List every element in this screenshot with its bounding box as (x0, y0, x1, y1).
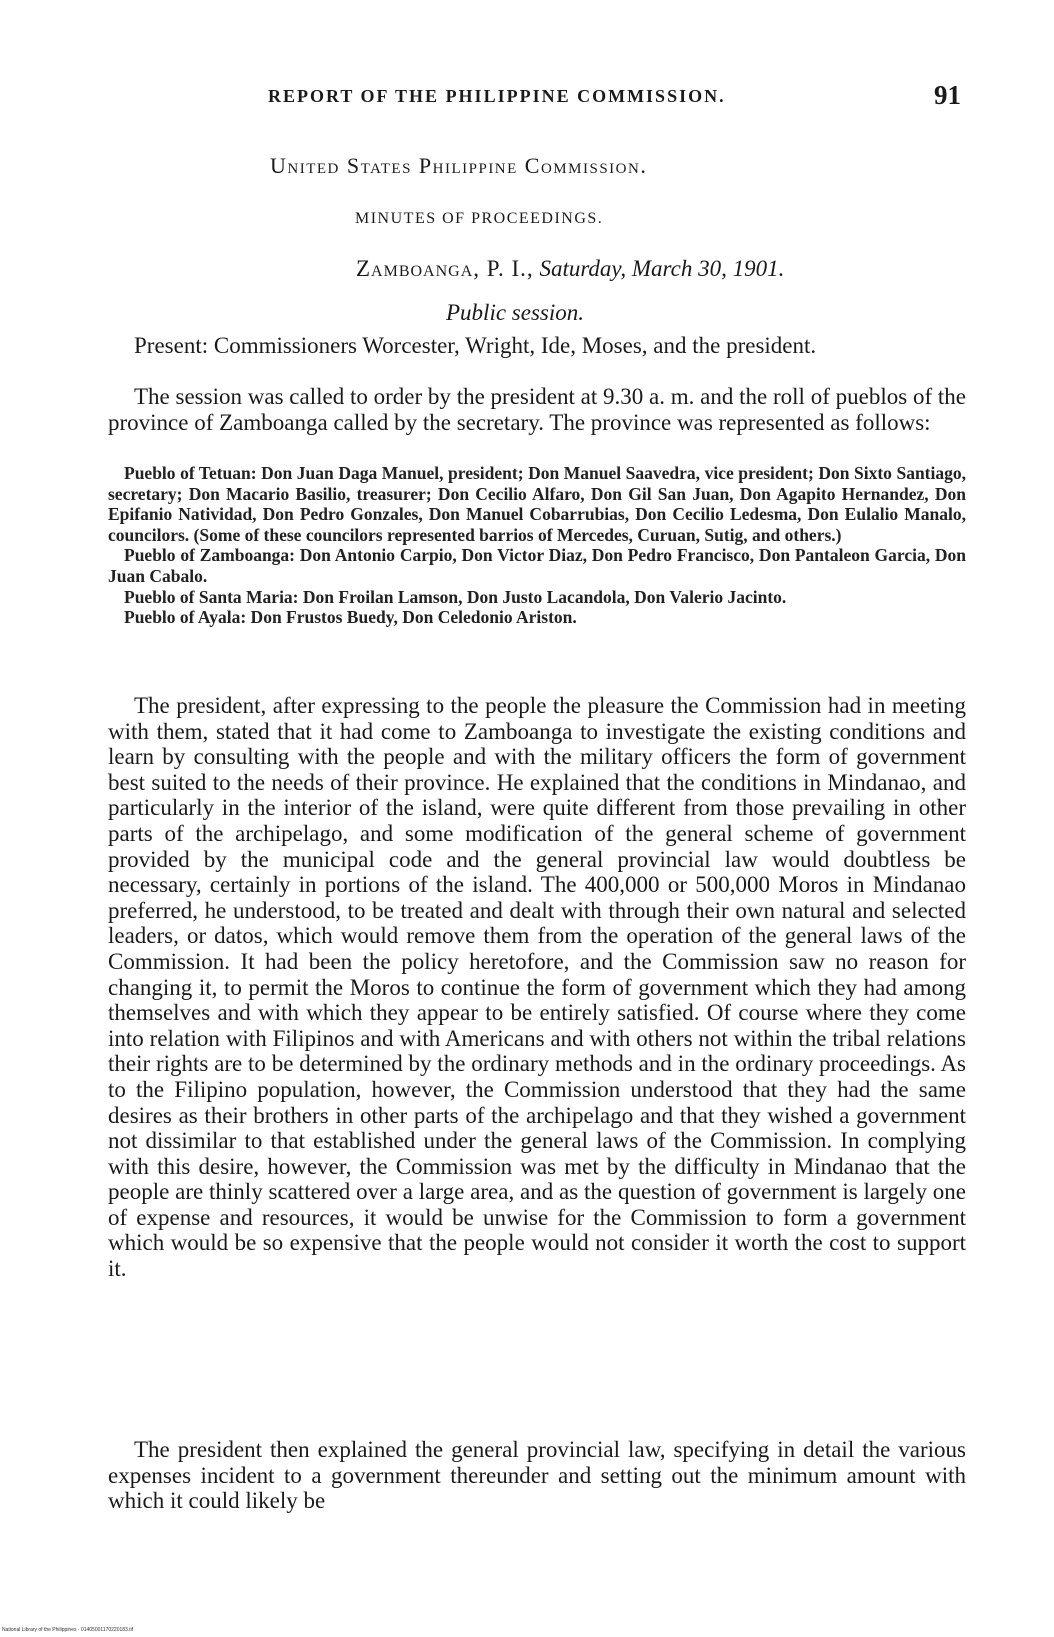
dateline (356, 256, 956, 282)
present-paragraph: Present: Commissioners Worcester, Wright, Ide, Moses, and the president. (134, 333, 817, 358)
page-number: 91 (934, 80, 961, 110)
provincial-law-paragraph: The president then explained the general provincial law, specifying in detail the various expenses incident to a government thereunder and setting out the minimum amount with which it could likely be (108, 1437, 966, 1514)
pueblo-entry-ayala: Pueblo of Ayala: Don Frustos Buedy, Don Celedonio Ariston. (124, 607, 577, 628)
pueblo-entry-tetuan: Pueblo of Tetuan: Don Juan Daga Manuel, president; Don Manuel Saavedra, vice president; Don Sixto Santiago, secretary; Don Macario Basilio, treasurer; Don Cecilio Alfaro, Don Gil San Juan, Don Agapito Hernandez, Don Epifanio Natividad, Don Pedro Gonzales, Don Manuel Cobarrubias, Don Cecilio Ledesma, Don Eulalio Manalo, councilors. (Some of these councilors represented barrios of Mercedes, Curuan, Sutig, and others.) (108, 463, 966, 545)
dateline-place: Zamboanga, P. I., (356, 256, 534, 281)
session-heading: Public session. (446, 300, 584, 325)
pueblo-entry-zamboanga: Pueblo of Zamboanga: Don Antonio Carpio, Don Victor Diaz, Don Pedro Francisco, Don Pantaleon Garcia, Don Juan Cabalo. (108, 545, 966, 586)
running-title: REPORT OF THE PHILIPPINE COMMISSION. (268, 86, 726, 106)
pueblo-entry-santa-maria: Pueblo of Santa Maria: Don Froilan Lamson, Don Justo Lacandola, Don Valerio Jacinto. (124, 586, 787, 607)
address-paragraph: The president, after expressing to the people the pleasure the Commission had in meeting with them, stated that it had come to Zamboanga to investigate the existing conditions and learn by consulting with the people and with the military officers the form of government best suited to the needs of their province. He explained that the conditions in Mindanao, and particularly in the interior of the island, were quite different from those prevailing in other parts of the archipelago, and some modification of the general scheme of government provided by the municipal code and the general provincial law would doubtless be necessary, certainly in portions of the island. The 400,000 or 500,000 Moros in Mindanao preferred, he understood, to be treated and dealt with through their own natural and selected leaders, or datos, which would remove them from the operation of the general laws of the Commission. It had been the policy heretofore, and the Commission saw no reason for changing it, to permit the Moros to continue the form of government which they had among themselves and with which they appear to be entirely satisfied. Of course where they come into relation with Filipinos and with Americans and with others not within the tribal relations their rights are to be determined by the ordinary methods and in the ordinary proceedings. As to the Filipino population, however, the Commission understood that they had the same desires as their brothers in other parts of the archipelago and that they wished a government not dissimilar to that established under the general laws of the Commission. In complying with this desire, however, the Commission was met by the difficulty in Mindanao that the people are thinly scattered over a large area, and as the question of government is largely one of expense and resources, it would be unwise for the Commission to form a government which would be so expensive that the people would not consider it worth the cost to support it. (108, 693, 966, 1282)
roll-call-paragraph: The session was called to order by the president at 9.30 a. m. and the roll of pueblos of the province of Zamboanga called by the secretary. The province was represented as follows: (108, 384, 966, 435)
library-watermark: National Library of the Philippines · 01405001170220183.tif (2, 1627, 134, 1633)
commission-heading: United States Philippine Commission. (270, 153, 648, 178)
dateline-date: Saturday, March 30, 1901. (539, 256, 785, 281)
minutes-heading: MINUTES OF PROCEEDINGS. (355, 210, 604, 227)
pueblo-roll (108, 463, 966, 628)
